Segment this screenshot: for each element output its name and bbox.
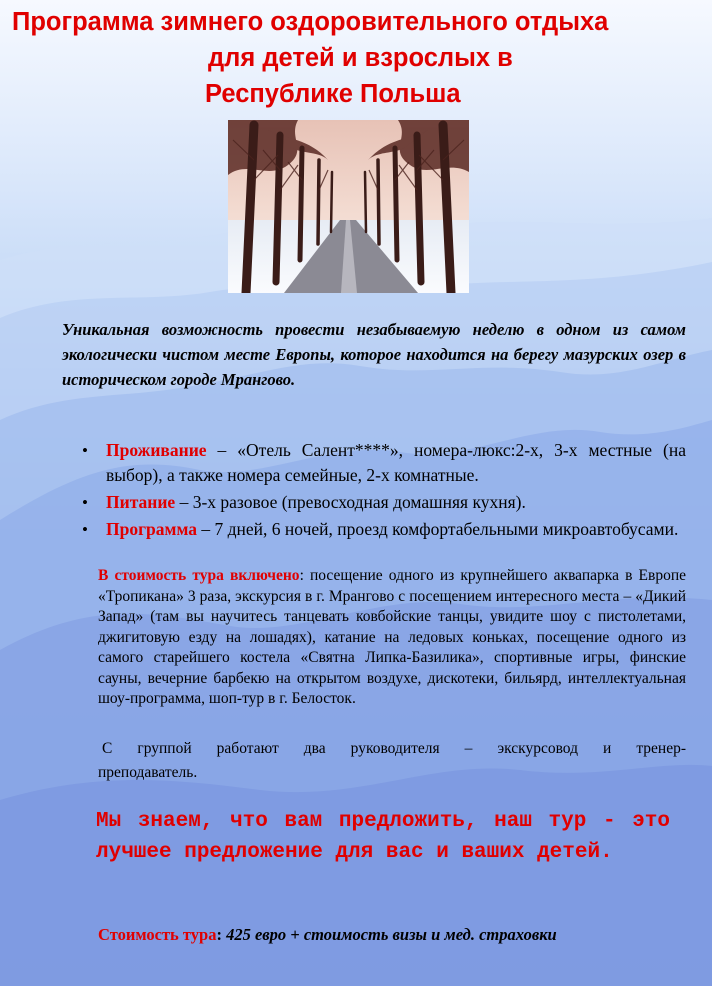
snowy-tree-lined-road-photo bbox=[228, 120, 469, 293]
feature-text: – «Отель Салент****», номера-люкс:2-х, 3-х местные (на выбор), а также номера семейные, 2-х комнатные. bbox=[106, 440, 686, 485]
feature-label: Питание bbox=[106, 492, 176, 512]
price-paragraph bbox=[98, 922, 668, 947]
price-label: Стоимость тура bbox=[98, 925, 217, 944]
guides-line-1: С группой работают два руководителя – экскурсовод и тренер- bbox=[102, 740, 686, 757]
feature-text: – 3-х разовое (превосходная домашняя кухня). bbox=[175, 492, 526, 512]
intro-paragraph: Уникальная возможность провести незабываемую неделю в одном из самом экологически чистом месте Европы, которое находится на берегу мазурских озер в историческом городе Мрангово. bbox=[62, 320, 686, 389]
features-list bbox=[78, 438, 686, 544]
title-line-3: Республике Польша bbox=[205, 80, 461, 108]
title-line-2: для детей и взрослых в bbox=[208, 44, 513, 72]
feature-label: Проживание bbox=[106, 440, 207, 460]
feature-text: – 7 дней, 6 ночей, проезд комфортабельными микроавтобусами. bbox=[197, 519, 679, 539]
bullet-icon: • bbox=[82, 520, 88, 539]
bullet-icon: • bbox=[82, 493, 88, 512]
included-label: В стоимость тура включено bbox=[98, 567, 300, 584]
list-item bbox=[78, 438, 686, 488]
bullet-icon: • bbox=[82, 441, 88, 460]
price-colon: : bbox=[216, 925, 222, 944]
included-text: : посещение одного из крупнейшего аквапарка в Европе «Тропикана» 3 раза, экскурсия в г. Мрангово с посещением интересного места – «Дикий Запад» (там вы научитесь танцевать ковбойские танцы, увидите шоу с пистолетами, джигитовую езду на лошадях), катание на ледовых коньках, посещение одного из самого старейшего костела «Святна Липка-Базилика», спортивные игры, финские сауны, вечерние барбекю на открытом воздухе, дискотеки, бильярд, интеллектуальная шоу-программа, шоп-тур в г. Белосток. bbox=[98, 567, 686, 707]
included-paragraph bbox=[98, 566, 686, 710]
guides-line-2: преподаватель. bbox=[98, 764, 198, 781]
guides-paragraph bbox=[98, 737, 686, 785]
slogan: Мы знаем, что вам предложить, наш тур - это лучшее предложение для вас и ваших детей. bbox=[96, 810, 670, 864]
price-value: 425 евро + стоимость визы и мед. страховки bbox=[221, 925, 557, 944]
list-item bbox=[78, 517, 686, 542]
page-title bbox=[0, 4, 712, 112]
list-item bbox=[78, 490, 686, 515]
feature-label: Программа bbox=[106, 519, 197, 539]
title-line-1: Программа зимнего оздоровительного отдыха bbox=[12, 8, 609, 36]
